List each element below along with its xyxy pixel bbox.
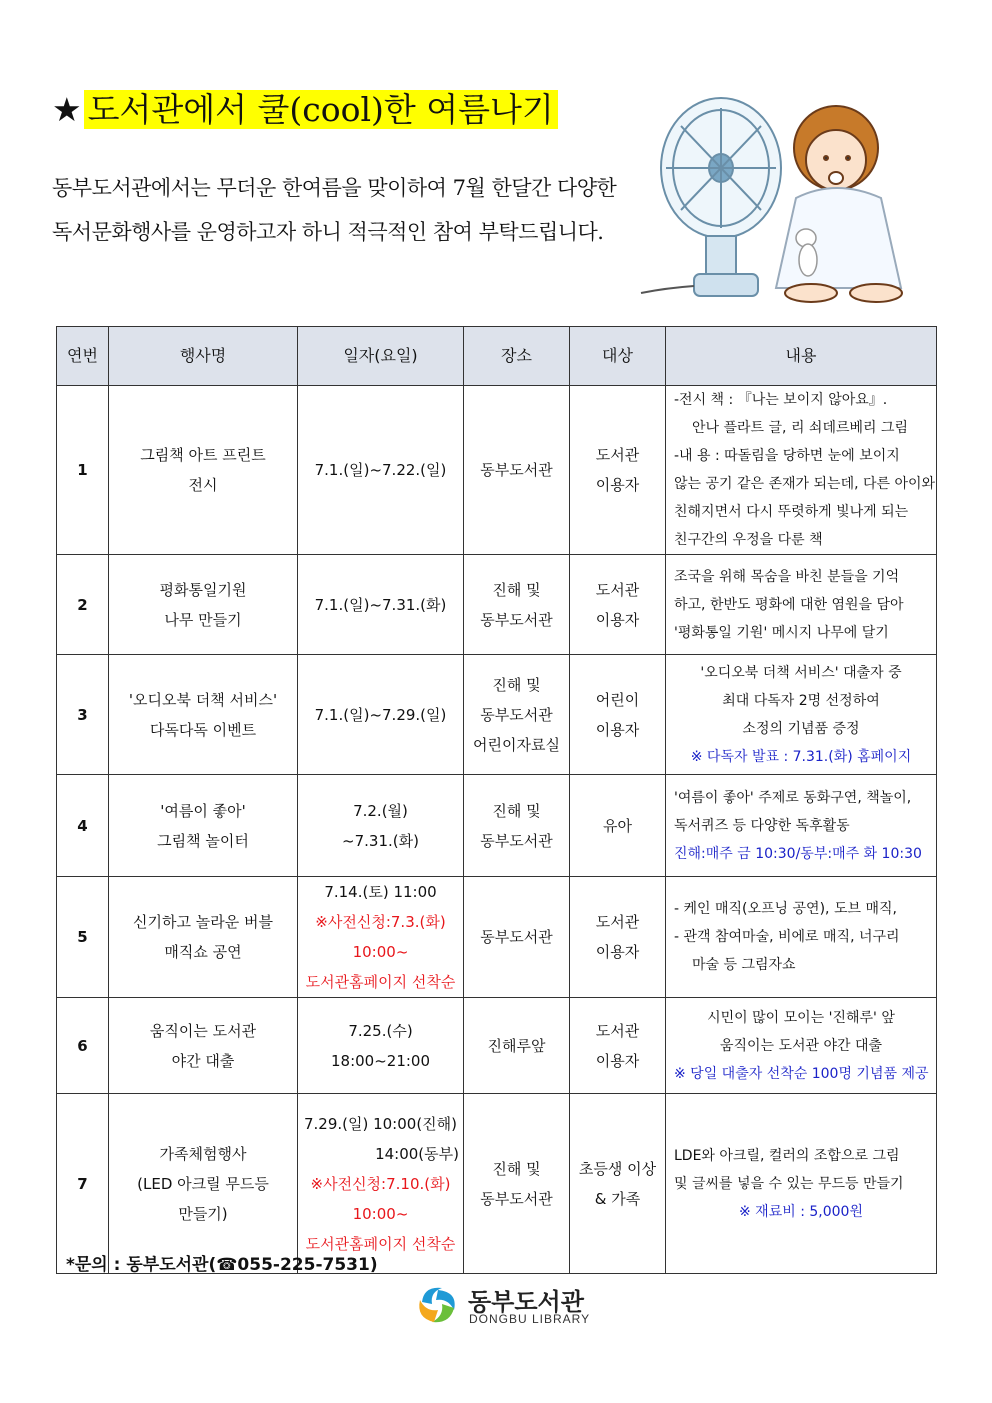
place-line: 진해 및 [492,1159,541,1178]
cell-date [298,1094,464,1274]
content-line: '오디오북 더책 서비스' 대출자 중 [700,664,902,681]
table-row [57,655,937,775]
event-name-line: (LED 아크릴 무드등 [137,1174,269,1193]
date-line: 10:00~ [352,943,409,961]
content-line: LDE와 아크릴, 컬러의 조합으로 그림 [674,1147,900,1164]
date-line: 도서관홈페이지 선착순 [305,973,456,991]
content-line: 소정의 기념품 증정 [742,720,860,737]
date-line: 7.25.(수) [348,1021,413,1040]
content-line: '여름이 좋아' 주제로 동화구연, 책놀이, [674,789,912,806]
cell-place [464,555,570,655]
title-text: 도서관에서 쿨(cool)한 여름나기 [84,90,558,129]
table-row [57,877,937,998]
place-line: 진해 및 [492,580,541,599]
event-name-line: 움직이는 도서관 [149,1021,257,1040]
place-line: 동부도서관 [480,928,553,946]
cell-date [298,386,464,555]
content-line: 하고, 한반도 평화에 대한 염원을 담아 [674,596,904,613]
date-line: 도서관홈페이지 선착순 [305,1234,456,1253]
cell-date [298,555,464,655]
content-line: 최대 다독자 2명 선정하여 [722,692,880,709]
cell-no: 4 [57,775,109,877]
cell-event-name [109,877,298,998]
table-row [57,555,937,655]
girl-icon [776,106,902,302]
place-line: 동부도서관 [480,461,553,479]
content-line: 독서퀴즈 등 다양한 독후활동 [674,817,850,834]
cell-date [298,775,464,877]
event-name-line: '오디오북 더책 서비스' [128,690,278,709]
target-line: 유아 [603,816,632,835]
cell-place [464,877,570,998]
header-event-name: 행사명 [109,327,298,386]
content-line: ※ 당일 대출자 선착순 100명 기념품 제공 [674,1065,929,1082]
content-line: 시민이 많이 모이는 '진해루' 앞 [707,1009,895,1026]
table-row [57,775,937,877]
date-line: 7.1.(일)~7.31.(화) [314,595,447,614]
girl-with-fan-illustration [636,88,936,310]
content-line: 안나 플라트 글, 리 쇠데르베리 그림 [692,420,909,436]
target-line: & 가족 [594,1189,641,1208]
cell-date [298,877,464,998]
cell-event-name [109,1094,298,1274]
cell-no: 2 [57,555,109,655]
content-line: 및 글씨를 넣을 수 있는 무드등 만들기 [674,1175,904,1192]
contact-info: *문의 : 동부도서관(☎055-225-7531) [66,1255,378,1275]
content-line: 친해지면서 다시 뚜렷하게 빛나게 되는 [674,504,909,520]
cell-place [464,386,570,555]
date-line: ~7.31.(화) [342,831,419,850]
date-line: 18:00~21:00 [330,1051,431,1070]
cell-date [298,998,464,1094]
content-line: 진해:매주 금 10:30/동부:매주 화 10:30 [674,845,922,862]
cell-event-name [109,655,298,775]
target-line: 이용자 [595,610,640,629]
cell-content [666,998,937,1094]
cell-no: 6 [57,998,109,1094]
date-line: 7.14.(토) 11:00 [324,883,437,901]
cell-target [570,775,666,877]
place-line: 진해 및 [492,675,541,694]
header-date: 일자(요일) [298,327,464,386]
cell-target [570,998,666,1094]
place-line: 어린이자료실 [473,735,560,754]
target-line: 도서관 [595,913,640,931]
event-table [56,326,937,1274]
table-row [57,998,937,1094]
event-name-line: 신기하고 놀라운 버블 [133,913,273,931]
table-header-row [57,327,937,386]
star-icon: ★ [52,90,82,129]
content-line: 조국을 위해 목숨을 바친 분들을 기억 [674,568,900,585]
cell-target [570,655,666,775]
intro-text [52,166,616,254]
date-line: 14:00(동부) [375,1144,459,1163]
cell-place [464,1094,570,1274]
logo-text-en: DONGBU LIBRARY [469,1312,591,1326]
target-line: 이용자 [595,476,640,494]
event-name-line: 만들기) [178,1204,228,1223]
target-line: 도서관 [595,580,640,599]
fan-icon [641,98,781,296]
cell-target [570,555,666,655]
place-line: 동부도서관 [480,705,553,724]
cell-event-name [109,555,298,655]
event-name-line: 매직쇼 공연 [164,943,242,961]
event-name-line: 나무 만들기 [164,610,242,629]
date-line: ※사전신청:7.10.(화) [310,1174,451,1193]
place-line: 동부도서관 [480,610,553,629]
target-line: 어린이 [595,690,640,709]
cell-content [666,1094,937,1274]
event-name-line: 가족체험행사 [159,1144,247,1163]
target-line: 도서관 [595,1021,640,1040]
header-no: 연번 [57,327,109,386]
content-line: 움직이는 도서관 야간 대출 [719,1037,883,1054]
intro-line: 독서문화행사를 운영하고자 하니 적극적인 참여 부탁드립니다. [52,220,604,244]
page-title [52,90,558,130]
cell-event-name [109,998,298,1094]
date-line: 10:00~ [352,1204,409,1223]
cell-no: 5 [57,877,109,998]
content-line: - 케인 매직(오프닝 공연), 도브 매직, [674,901,897,917]
target-line: 이용자 [595,720,640,739]
cell-content [666,655,937,775]
cell-place [464,998,570,1094]
header-content: 내용 [666,327,937,386]
cell-place [464,655,570,775]
event-name-line: 그림책 놀이터 [157,831,249,850]
intro-line: 동부도서관에서는 무더운 한여름을 맞이하여 7월 한달간 다양한 [52,176,617,200]
cell-content [666,775,937,877]
target-line: 도서관 [595,446,640,464]
header-place: 장소 [464,327,570,386]
target-line: 이용자 [595,943,640,961]
target-line: 이용자 [595,1051,640,1070]
date-line: 7.1.(일)~7.22.(일) [314,461,447,479]
place-line: 동부도서관 [480,831,553,850]
content-line: '평화통일 기원' 메시지 나무에 달기 [674,624,889,641]
place-line: 진해루앞 [487,1036,546,1055]
place-line: 동부도서관 [480,1189,553,1208]
table-row [57,386,937,555]
content-line: ※ 재료비 : 5,000원 [739,1203,863,1220]
content-line: ※ 다독자 발표 : 7.31.(화) 홈페이지 [690,748,912,765]
date-line: 7.2.(월) [353,801,408,820]
header-target: 대상 [570,327,666,386]
event-name-line: 그림책 아트 프린트 [140,446,266,464]
cell-content [666,386,937,555]
cell-content [666,877,937,998]
event-name-line: '여름이 좋아' [160,801,246,820]
cell-date [298,655,464,775]
library-logo-icon [414,1282,462,1326]
date-line: ※사전신청:7.3.(화) [315,913,446,931]
table-row [57,1094,937,1274]
logo-text-kr: 동부도서관 [468,1289,584,1316]
cell-target [570,386,666,555]
place-line: 진해 및 [492,801,541,820]
event-name-line: 다독다독 이벤트 [149,720,257,739]
cell-no: 3 [57,655,109,775]
event-name-line: 야간 대출 [171,1051,235,1070]
cell-event-name [109,775,298,877]
content-line: -내 용 : 따돌림을 당하면 눈에 보이지 [674,448,900,464]
event-name-line: 평화통일기원 [159,580,247,599]
library-logo [414,1282,614,1328]
cell-no: 1 [57,386,109,555]
content-line: 않는 공기 같은 존재가 되는데, 다른 아이와 [674,476,936,492]
content-line: 마술 등 그림자쇼 [692,957,796,973]
event-name-line: 전시 [188,476,218,494]
date-line: 7.29.(일) 10:00(진해) [303,1114,458,1133]
cell-target [570,877,666,998]
target-line: 초등생 이상 [578,1159,657,1178]
cell-place [464,775,570,877]
date-line: 7.1.(일)~7.29.(일) [314,705,447,724]
cell-content [666,555,937,655]
content-line: - 관객 참여마술, 비에로 매직, 너구리 [674,929,900,945]
cell-no: 7 [57,1094,109,1274]
cell-event-name [109,386,298,555]
content-line: 친구간의 우정을 다룬 책 [674,532,823,548]
content-line: -전시 책 : 『나는 보이지 않아요』. [674,392,888,408]
cell-target [570,1094,666,1274]
